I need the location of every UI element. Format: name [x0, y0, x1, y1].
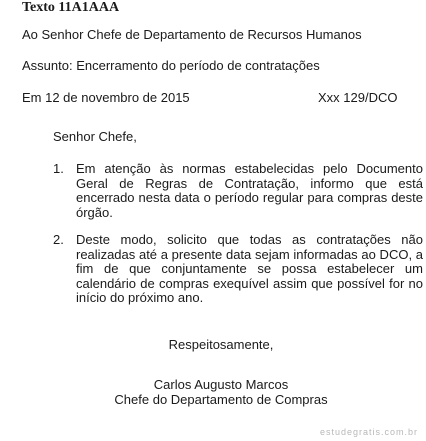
reference-number: Xxx 129/DCO: [318, 90, 398, 105]
watermark: estudegratis.com.br: [319, 427, 418, 437]
date-line: Em 12 de novembro de 2015: [22, 90, 190, 105]
numbered-paragraph: [53, 162, 423, 220]
subject-line: Assunto: Encerramento do período de contratações: [22, 58, 320, 73]
document-title: Texto 11A1AAA: [22, 0, 120, 15]
paragraph-text: Em atenção às normas estabelecidas pelo Documento Geral de Regras de Contratação, informo que está encerrado nesta data o período regular para compras deste órgão.: [76, 161, 423, 220]
signer-name: Carlos Augusto Marcos: [153, 377, 289, 392]
signer-role: Chefe do Departamento de Compras: [114, 392, 328, 407]
paragraph-text: Deste modo, solicito que todas as contratações não realizadas até a presente data sejam informadas ao DCO, a fim de que conjuntamente se possa estabelecer um calendário de compras exequível assim que possível for no início do próximo ano.: [76, 232, 423, 305]
numbered-paragraph: [53, 233, 423, 306]
recipient-line: Ao Senhor Chefe de Departamento de Recursos Humanos: [22, 27, 362, 42]
closing: Respeitosamente,: [168, 337, 274, 352]
salutation: Senhor Chefe,: [53, 129, 137, 144]
paragraph-number: 1.: [53, 161, 64, 176]
paragraph-number: 2.: [53, 232, 64, 247]
